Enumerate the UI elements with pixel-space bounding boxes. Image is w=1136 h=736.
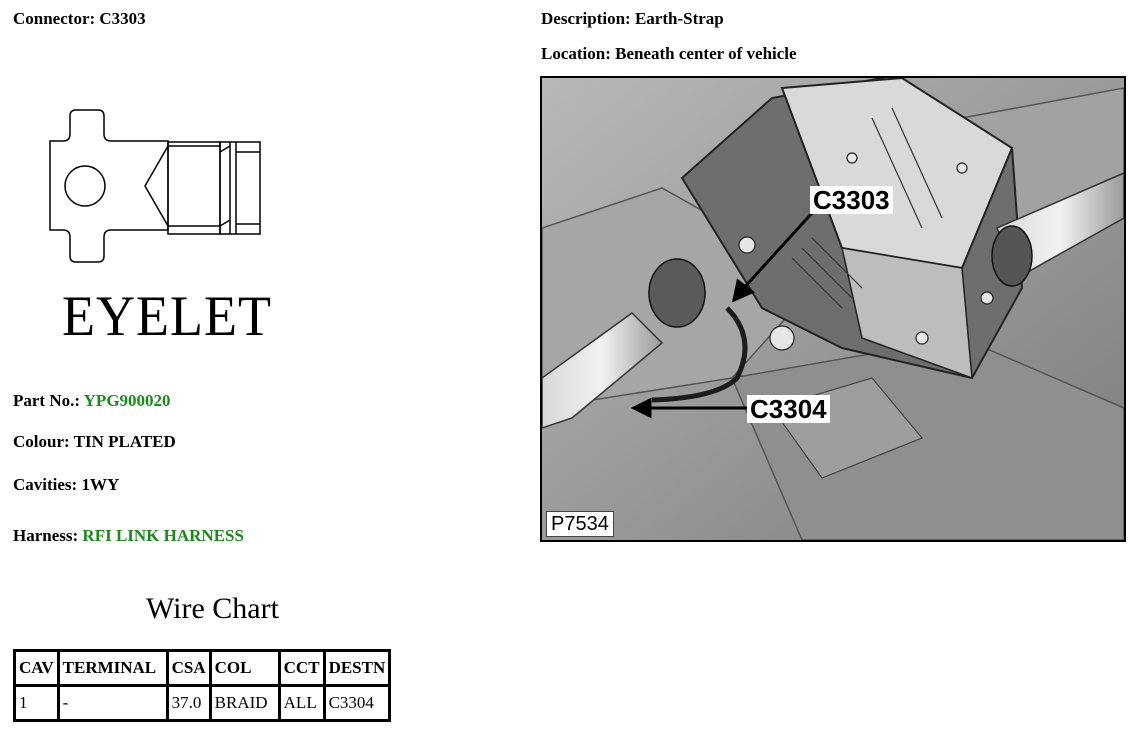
cavities-row bbox=[13, 475, 119, 495]
header-csa: CSA bbox=[167, 651, 210, 686]
location-label: Location: bbox=[541, 44, 611, 63]
header-col: COL bbox=[210, 651, 279, 686]
harness-link[interactable]: RFI LINK HARNESS bbox=[82, 526, 244, 545]
description-row bbox=[541, 9, 724, 29]
callout-c3303: C3303 bbox=[810, 186, 893, 214]
cell-destn: C3304 bbox=[324, 686, 390, 721]
cell-terminal: - bbox=[58, 686, 167, 721]
wire-chart-header-row bbox=[15, 651, 390, 686]
colour-row bbox=[13, 432, 176, 452]
header-cct: CCT bbox=[279, 651, 324, 686]
connector-row bbox=[13, 9, 146, 29]
vehicle-underside-illustration bbox=[542, 78, 1124, 540]
cell-csa: 37.0 bbox=[167, 686, 210, 721]
harness-row bbox=[13, 526, 244, 546]
eyelet-connector-drawing bbox=[40, 106, 265, 271]
cavities-label: Cavities: bbox=[13, 475, 78, 494]
wire-chart-table bbox=[13, 649, 391, 722]
description-label: Description: bbox=[541, 9, 631, 28]
callout-c3304: C3304 bbox=[747, 395, 830, 423]
colour-label: Colour: bbox=[13, 432, 70, 451]
colour-value: TIN PLATED bbox=[73, 432, 176, 451]
part-no-row bbox=[13, 391, 171, 411]
description-value: Earth-Strap bbox=[634, 9, 724, 28]
connector-type-label: EYELET bbox=[62, 284, 272, 348]
location-row bbox=[541, 44, 797, 64]
table-row bbox=[15, 686, 390, 721]
cell-cav: 1 bbox=[15, 686, 59, 721]
cavities-value: 1WY bbox=[81, 475, 120, 494]
part-no-link[interactable]: YPG900020 bbox=[83, 391, 171, 410]
cell-col: BRAID bbox=[210, 686, 279, 721]
part-no-label: Part No.: bbox=[13, 391, 81, 410]
harness-label: Harness: bbox=[13, 526, 79, 545]
header-terminal: TERMINAL bbox=[58, 651, 167, 686]
connector-value: C3303 bbox=[99, 9, 146, 28]
figure-id: P7534 bbox=[546, 511, 614, 537]
header-destn: DESTN bbox=[324, 651, 390, 686]
header-cav: CAV bbox=[15, 651, 59, 686]
wire-chart-title: Wire Chart bbox=[146, 592, 279, 625]
location-photo bbox=[540, 76, 1126, 542]
cell-cct: ALL bbox=[279, 686, 324, 721]
location-value: Beneath center of vehicle bbox=[615, 44, 797, 63]
connector-label: Connector: bbox=[13, 9, 96, 28]
